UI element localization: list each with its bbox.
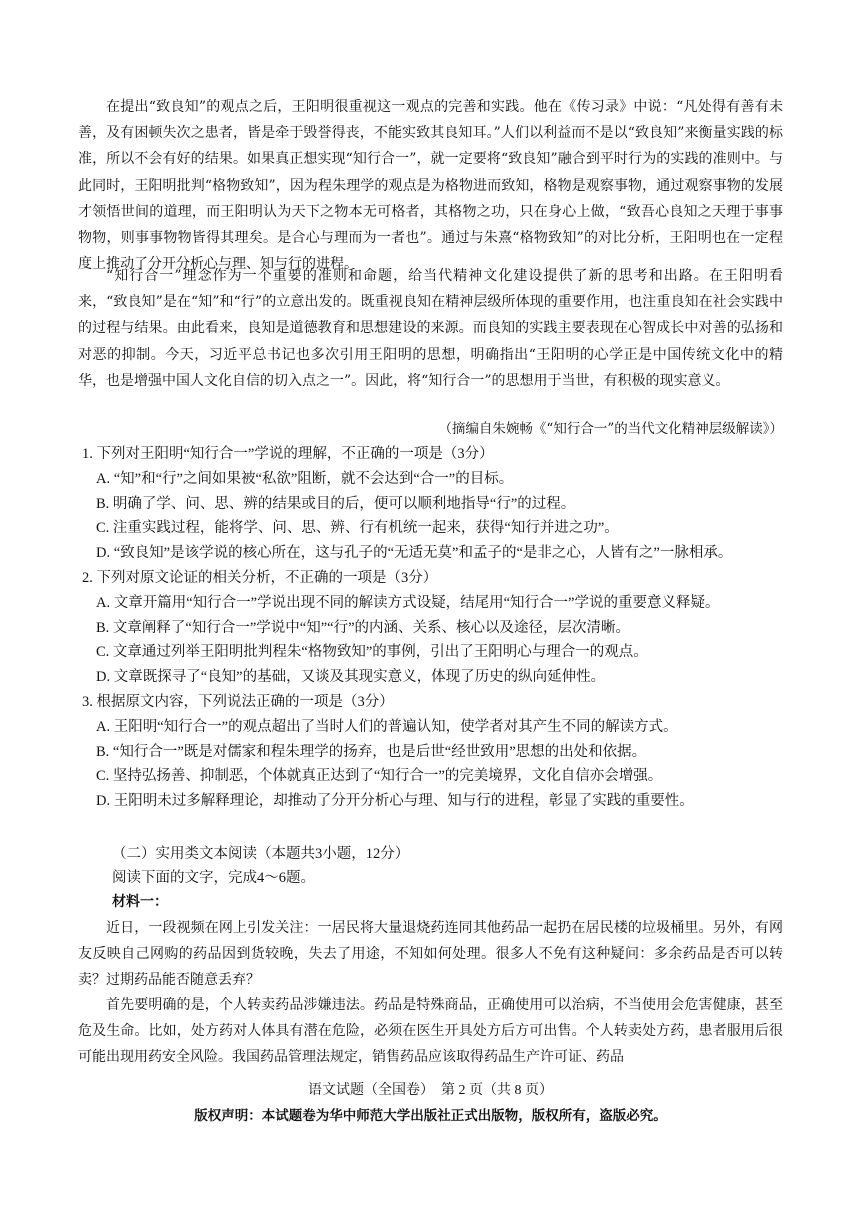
- question-1-stem: 1. 下列对王阳明“知行合一”学说的理解，不正确的一项是（3分）: [82, 446, 494, 462]
- section-2-heading: （二）实用类文本阅读（本题共3小题，12分）: [112, 846, 410, 862]
- question-2-stem: 2. 下列对原文论证的相关分析，不正确的一项是（3分）: [82, 570, 438, 586]
- question-1-option-a: A. “知”和“行”之间如果被“私欲”阻断，就不会达到“合一”的目标。: [96, 471, 514, 487]
- question-3-option-c: C. 坚持弘扬善、抑制恶，个体就真正达到了“知行合一”的完美境界，文化自信亦会增强。: [96, 768, 663, 784]
- question-1-option-c: C. 注重实践过程，能将学、问、思、辨、行有机统一起来，获得“知行并进之功”。: [96, 520, 619, 536]
- page-footer: 语文试题（全国卷） 第 2 页（共 8 页）: [308, 1083, 553, 1098]
- question-2-option-b: B. 文章阐释了“知行合一”学说中“知”“行”的内涵、关系、核心以及途径，层次清晰。: [96, 620, 631, 636]
- material-paragraph-1: 近日，一段视频在网上引发关注：一居民将大量退烧药连同其他药品一起扔在居民楼的垃圾桶里。另外，有网友反映自己网购的药品因到货较晚，失去了用途，不知如何处理。很多人不免有这种疑问：多余药品是否可以转卖？过期药品能否随意丢弃？: [78, 920, 783, 989]
- question-2-option-d: D. 文章既探寻了“良知”的基础，又谈及其现实意义，体现了历史的纵向延伸性。: [96, 669, 606, 685]
- question-1-option-b: B. 明确了学、问、思、辨的结果或目的后，便可以顺利地指导“行”的过程。: [96, 496, 576, 512]
- section-2-instruction: 阅读下面的文字，完成4～6题。: [112, 870, 315, 886]
- passage-paragraph-2: “知行合一”理念作为一个重要的准则和命题，给当代精神文化建设提供了新的思考和出路。在王阳明看来，“致良知”是在“知”和“行”的立意出发的。既重视良知在精神层级所体现的重要作用，也注重良知在社会实践中的过程与结果。由此看来，良知是道德教育和思想建设的来源。而良知的实践主要表现在心智成长中对善的弘扬和对恶的抑制。今天，习近平总书记也多次引用王阳明的思想，明确指出“王阳明的心学正是中国传统文化中的精华，也是增强中国人文化自信的切入点之一”。因此，将“知行合一”的思想用于当世，有积极的现实意义。: [78, 268, 783, 389]
- question-1-option-d: D. “致良知”是该学说的核心所在，这与孔子的“无适无莫”和孟子的“是非之心，人皆有之”一脉相承。: [96, 545, 733, 561]
- material-1-label: 材料一：: [112, 894, 168, 910]
- question-3-option-b: B. “知行合一”既是对儒家和程朱理学的扬弃，也是后世“经世致用”思想的出处和依据。: [96, 744, 647, 760]
- question-3-stem: 3. 根据原文内容，下列说法正确的一项是（3分）: [82, 694, 394, 710]
- question-2-option-a: A. 文章开篇用“知行合一”学说出现不同的解读方式设疑，结尾用“知行合一”学说的重要意义释疑。: [96, 595, 720, 611]
- question-2-option-c: C. 文章通过列举王阳明批判程朱“格物致知”的事例，引出了王阳明心与理合一的观点。: [96, 644, 648, 660]
- question-3-option-d: D. 王阳明未过多解释理论，却推动了分开分析心与理、知与行的进程，彰显了实践的重要性。: [96, 793, 694, 809]
- passage-source: （摘编自朱婉畅《“知行合一”的当代文化精神层级解读》）: [438, 421, 783, 437]
- material-paragraph-2: 首先要明确的是，个人转卖药品涉嫌违法。药品是特殊商品，正确使用可以治病，不当使用会危害健康，甚至危及生命。比如，处方药对人体具有潜在危险，必须在医生开具处方后方可出售。个人转卖处方药，患者服用后很可能出现用药安全风险。我国药品管理法规定，销售药品应该取得药品生产许可证、药品: [78, 997, 783, 1066]
- question-3-option-a: A. 王阳明“知行合一”的观点超出了当时人们的普遍认知，使学者对其产生不同的解读方式。: [96, 719, 678, 735]
- copyright-notice: 版权声明：本试题卷为华中师范大学出版社正式出版物，版权所有，盗版必究。: [194, 1108, 667, 1124]
- passage-paragraph-1: 在提出“致良知”的观点之后，王阳明很重视这一观点的完善和实践。他在《传习录》中说：“凡处得有善有未善，及有困顿失次之患者，皆是牵于毁誉得丧，不能实致其良知耳。”人们以利益而不是以“致良知”来衡量实践的标准，所以不会有好的结果。如果真正想实现“知行合一”，就一定要将“致良知”融合到平时行为的实践的准则中。与此同时，王阳明批判“格物致知”，因为程朱理学的观点是为格物进而致知，格物是观察事物，通过观察事物的发展才领悟世间的道理，而王阳明认为天下之物本无可格者，其格物之功，只在身心上做，“致吾心良知之天理于事事物物，则事事物物皆得其理矣。是合心与理而为一者也”。通过与朱熹“格物致知”的对比分析，王阳明也在一定程度上推动了分开分析心与理、知与行的进程。: [78, 99, 783, 273]
